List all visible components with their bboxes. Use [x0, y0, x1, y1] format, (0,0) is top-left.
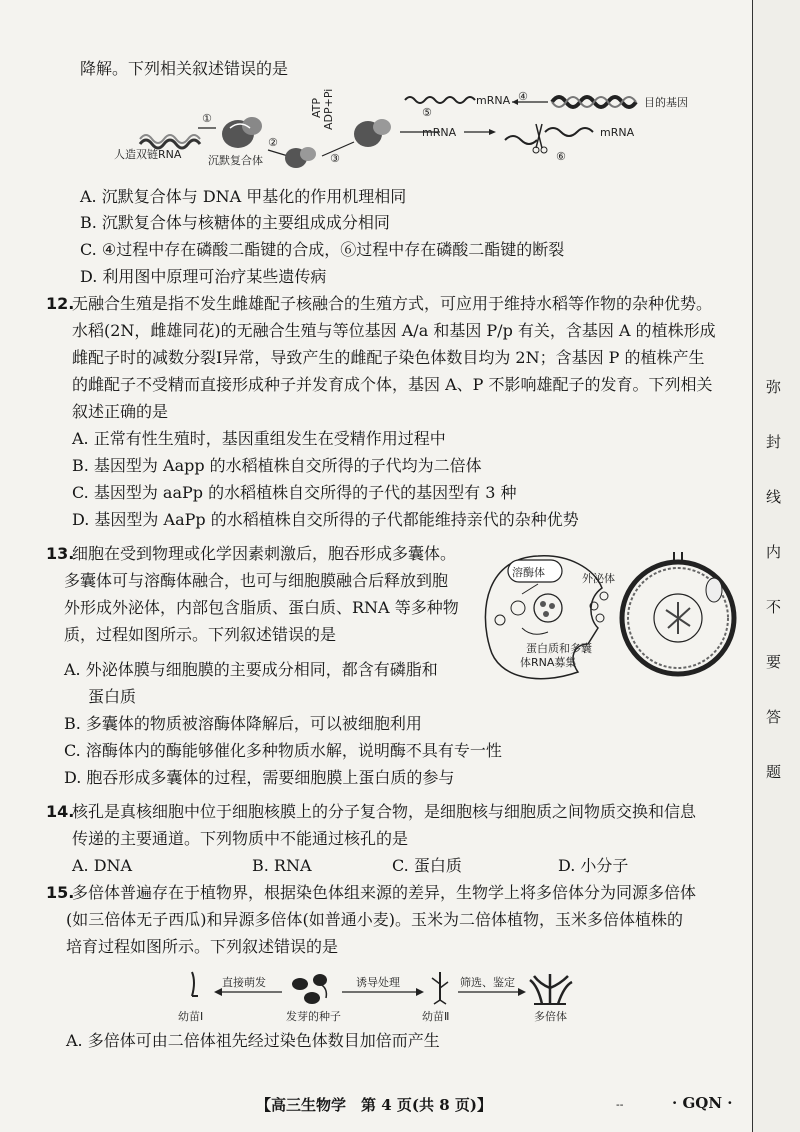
- atp-label: ATP: [310, 97, 323, 118]
- q15-stem-3: 培育过程如图所示。下列叙述错误的是: [66, 937, 339, 956]
- polyploid-plant-icon: [530, 974, 572, 1004]
- arrow-2-label: 诱导处理: [356, 976, 400, 989]
- svg-text:③: ③: [330, 152, 340, 165]
- adp-label: ADP+Pi: [322, 88, 335, 130]
- germinating-seed-icon: [292, 974, 327, 1004]
- cleaved-mrna-icon: [505, 124, 593, 153]
- seal-char-5: 不: [766, 598, 782, 616]
- q13-stem-1: 细胞在受到物理或化学因素刺激后，胞吞形成多囊体。: [72, 544, 457, 563]
- svg-text:④: ④: [518, 90, 528, 103]
- seedling-2-label: 幼苗Ⅱ: [422, 1010, 450, 1023]
- arrow-1-label: 直接萌发: [222, 976, 266, 989]
- seal-char-7: 答: [766, 708, 782, 726]
- q12-stem-1: 无融合生殖是指不发生雌雄配子核融合的生殖方式，可应用于维持水稻等作物的杂种优势。: [72, 294, 713, 313]
- gene-label: 目的基因: [644, 96, 688, 109]
- seal-char-1: 弥: [766, 378, 782, 396]
- q12-stem-3: 雌配子时的减数分裂Ⅰ异常，导致产生的雌配子染色体数目均为 2N；含基因 P 的植株产生: [72, 348, 705, 367]
- q15-option-a: A. 多倍体可由二倍体祖先经过染色体数目加倍而产生: [66, 1031, 440, 1050]
- q14-number: 14.: [46, 802, 75, 821]
- dsrna-label: 人造双链RNA: [114, 148, 182, 161]
- q14-option-b: B. RNA: [252, 856, 312, 875]
- q12-number: 12.: [46, 294, 75, 313]
- seal-char-3: 线: [766, 488, 782, 506]
- q14-option-c: C. 蛋白质: [392, 856, 462, 875]
- polyploid-label: 多倍体: [534, 1010, 567, 1023]
- footer-code: · GQN ·: [672, 1094, 733, 1112]
- q11-option-a: A. 沉默复合体与 DNA 甲基化的作用机理相同: [80, 187, 407, 206]
- dsrna-strand: [140, 140, 200, 148]
- q14-option-a: A. DNA: [72, 856, 133, 875]
- q12-option-d: D. 基因型为 AaPp 的水稻植株自交所得的子代都能维持亲代的杂种优势: [72, 510, 579, 529]
- complex-split-icon: [285, 147, 316, 168]
- q11-option-c: C. ④过程中存在磷酸二酯键的合成，⑥过程中存在磷酸二酯键的断裂: [80, 240, 565, 259]
- footer-dash: --: [616, 1098, 624, 1111]
- lysosome-label: 溶酶体: [512, 566, 545, 579]
- q12-stem-5: 叙述正确的是: [72, 402, 169, 421]
- cargo-label-1: 蛋白质和多囊: [526, 642, 592, 655]
- seedling-1-label: 幼苗Ⅰ: [178, 1010, 204, 1023]
- seedling-1-icon: [192, 972, 198, 996]
- q12-option-b: B. 基因型为 Aapp 的水稻植株自交所得的子代均为二倍体: [72, 456, 482, 475]
- q12-option-c: C. 基因型为 aaPp 的水稻植株自交所得的子代的基因型有 3 种: [72, 483, 517, 502]
- svg-text:⑤: ⑤: [422, 106, 432, 119]
- q13-option-b: B. 多囊体的物质被溶酶体降解后，可以被细胞利用: [64, 714, 422, 733]
- mvb-icon: [534, 594, 562, 622]
- seal-char-6: 要: [766, 653, 782, 671]
- q13-option-d: D. 胞吞形成多囊体的过程，需要细胞膜上蛋白质的参与: [64, 768, 455, 787]
- q13-option-a: A. 外泌体膜与细胞膜的主要成分相同，都含有磷脂和: [64, 660, 438, 679]
- seedling-2-icon: [432, 972, 448, 1004]
- q12-option-a: A. 正常有性生殖时，基因重组发生在受精作用过程中: [72, 429, 446, 448]
- q13-option-a-cont: 蛋白质: [88, 687, 137, 706]
- q11-stem-end: 降解。下列相关叙述错误的是: [80, 59, 289, 78]
- q12-stem-2: 水稻(2N，雌雄同花)的无融合生殖与等位基因 A/a 和基因 P/p 有关，含基因 A 的植株形成: [72, 321, 716, 340]
- seal-char-4: 内: [766, 543, 782, 561]
- svg-text:⑥: ⑥: [556, 150, 566, 163]
- q14-stem-1: 核孔是真核细胞中位于细胞核膜上的分子复合物，是细胞核与细胞质之间物质交换和信息: [72, 802, 697, 821]
- mrna-mid-label: mRNA: [422, 126, 457, 139]
- mrna-right-label: mRNA: [600, 126, 635, 139]
- seal-char-2: 封: [766, 433, 782, 451]
- q13-option-c: C. 溶酶体内的酶能够催化多种物质水解，说明酶不具有专一性: [64, 741, 502, 760]
- seal-line-strip: [752, 0, 800, 1132]
- exosome-label: 外泌体: [582, 572, 615, 585]
- q13-stem-4: 质，过程如图所示。下列叙述错误的是: [64, 625, 337, 644]
- cargo-label-2: 体RNA募集: [520, 656, 577, 669]
- mrna-top-strand: [405, 97, 475, 103]
- q12-stem-4: 的雌配子不受精而直接形成种子并发育成个体，基因 A、P 不影响雄配子的发育。下列相关: [72, 375, 713, 394]
- silencing-complex-icon: [222, 117, 262, 148]
- seed-label: 发芽的种子: [286, 1010, 341, 1023]
- q13-number: 13.: [46, 544, 75, 563]
- q11-option-d: D. 利用图中原理可治疗某些遗传病: [80, 267, 327, 286]
- rnai-figure: [100, 84, 700, 180]
- polyploid-figure: [170, 964, 600, 1028]
- q15-stem-2: (如三倍体无子西瓜)和异源多倍体(如普通小麦)。玉米为二倍体植物，玉米多倍体植株的: [66, 910, 683, 929]
- q13-stem-3: 外形成外泌体，内部包含脂质、蛋白质、RNA 等多种物: [64, 598, 459, 617]
- q13-stem-2: 多囊体可与溶酶体融合，也可与细胞膜融合后释放到胞: [64, 571, 449, 590]
- svg-text:①: ①: [202, 112, 212, 125]
- mrna-top-label: mRNA: [476, 94, 511, 107]
- q14-stem-2: 传递的主要通道。下列物质中不能通过核孔的是: [72, 829, 409, 848]
- q11-option-b: B. 沉默复合体与核糖体的主要组成成分相同: [80, 213, 390, 232]
- page-footer: 【高三生物学 第 4 页(共 8 页)】: [256, 1096, 492, 1114]
- complex-label: 沉默复合体: [208, 154, 263, 167]
- q14-option-d: D. 小分子: [558, 856, 629, 875]
- seal-char-8: 题: [766, 763, 782, 781]
- q15-stem-1: 多倍体普遍存在于植物界，根据染色体组来源的差异，生物学上将多倍体分为同源多倍体: [72, 883, 697, 902]
- arrow-3-label: 筛选、鉴定: [460, 976, 515, 989]
- exosome-figure: [478, 548, 748, 692]
- active-complex-icon: [354, 119, 391, 147]
- svg-text:②: ②: [268, 136, 278, 149]
- q15-number: 15.: [46, 883, 75, 902]
